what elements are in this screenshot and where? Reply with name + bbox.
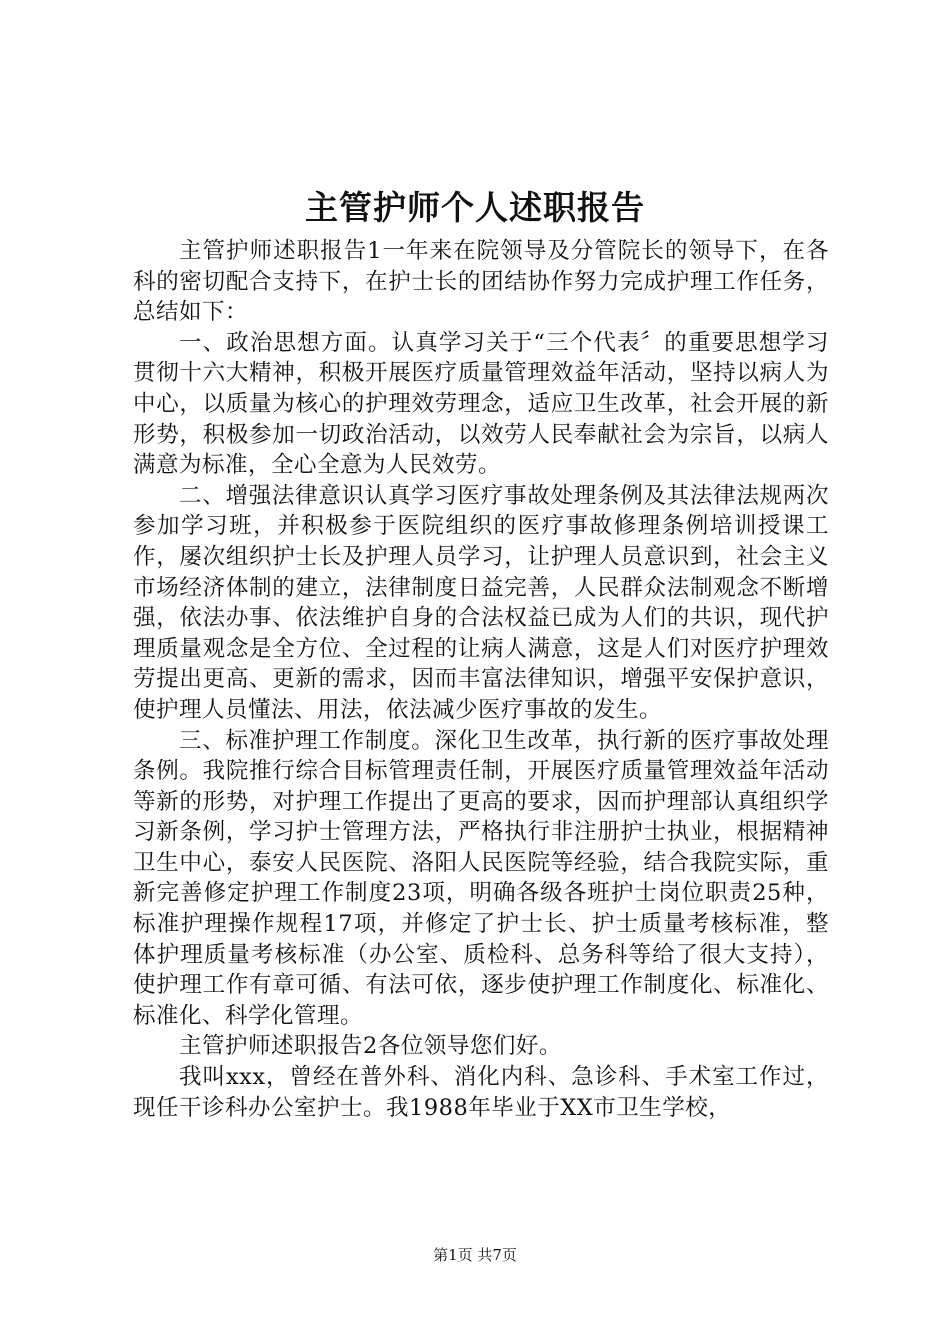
page-footer: 第1页 共7页 [433,1246,517,1264]
paragraph-report-2-greeting: 主管护师述职报告2各位领导您们好。 [179,1033,562,1060]
paragraph-self-intro: 我叫xxx，曾经在普外科、消化内科、急诊科、手术室工作过，现任干诊科办公室护士。我1988年毕业于XX市卫生学校， [133,1064,829,1121]
document-title: 主管护师个人述职报告 [305,188,645,227]
paragraph-legal: 二、增强法律意识认真学习医疗事故处理条例及其法律法规两次参加学习班，并积极参于医院组织的医疗事故修理条例培训授课工作，屡次组织护士长及护理人员学习，让护理人员意识到，社会主义市场经济体制的建立，法律制度日益完善，人民群众法制观念不断增强，依法办事、依法维护自身的合法权益已成为人们的共识，现代护理质量观念是全方位、全过程的让病人满意，这是人们对医疗护理效劳提出更高、更新的需求，因而丰富法律知识，增强平安保护意识，使护理人员懂法、用法，依法减少医疗事故的发生。 [133,482,829,723]
paragraph-political: 一、政治思想方面。认真学习关于“三个代表〞的重要思想学习贯彻十六大精神，积极开展医疗质量管理效益年活动，坚持以病人为中心，以质量为核心的护理效劳理念，适应卫生改革，社会开展的新形势，积极参加一切政治活动，以效劳人民奉献社会为宗旨，以病人满意为标准，全心全意为人民效劳。 [133,329,829,479]
document-body [133,236,829,1123]
paragraph-intro: 主管护师述职报告1一年来在院领导及分管院长的领导下，在各科的密切配合支持下，在护士长的团结协作努力完成护理工作任务，总结如下： [133,238,829,326]
paragraph-standards: 三、标准护理工作制度。深化卫生改革，执行新的医疗事故处理条例。我院推行综合目标管理责任制，开展医疗质量管理效益年活动等新的形势，对护理工作提出了更高的要求，因而护理部认真组织学习新条例，学习护士管理方法，严格执行非注册护士执业，根据精神卫生中心，泰安人民医院、洛阳人民医院等经验，结合我院实际，重新完善修定护理工作制度23项，明确各级各班护士岗位职责25种，标准护理操作规程17项，并修定了护士长、护士质量考核标准，整体护理质量考核标准（办公室、质检科、总务科等给了很大支持），使护理工作有章可循、有法可依，逐步使护理工作制度化、标准化、标准化、科学化管理。 [133,727,829,1029]
